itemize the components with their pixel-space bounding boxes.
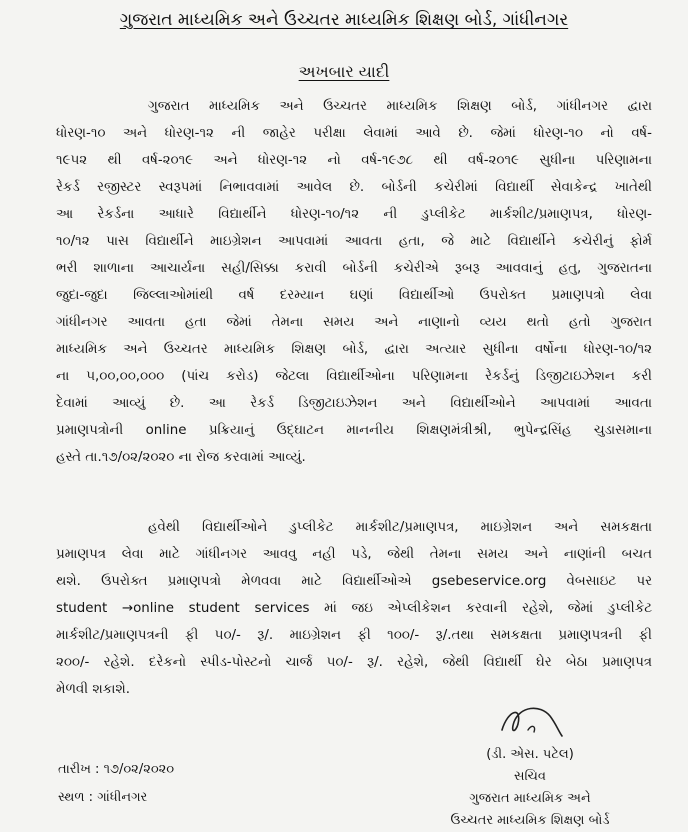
paragraph-line: ગાંધીનગર આવતા હતા જેમાં તેમના સમય અને નાણાનો વ્યય થતો હતો ગુજરાત bbox=[56, 315, 652, 330]
handwritten-signature bbox=[488, 700, 578, 744]
paragraph-line: ૨૦૦/- રહેશે. દરેકનો સ્પીડ-પોસ્ટનો ચાર્જ ૫૦/- રૂ/. રહેશે, જેથી વિદ્યાર્થી ઘેર બેઠા પ્રમાણપત્ર bbox=[56, 655, 652, 670]
press-note-heading: અખબાર યાદી bbox=[298, 62, 390, 81]
paragraph-line: દેવામાં આવ્યું છે. આ રેકર્ડ ડિજીટાઇઝેશન અને વિદ્યાર્થીઓને આપવામાં આવતા bbox=[56, 396, 652, 411]
paragraph-line: આ રેકર્ડના આધારે વિદ્યાર્થીને ધોરણ-૧૦/૧૨ ની ડુપ્લીકેટ માર્કશીટ/પ્રમાણપત્ર, ધોરણ- bbox=[56, 207, 652, 222]
paragraph-line: રેકર્ડ રજીસ્ટર સ્વરૂપમાં નિભાવવામાં આવેલ છે. બોર્ડની કચેરીમાં વિદ્યાર્થી સેવાકેન્દ્ર ખાતેથી bbox=[56, 180, 652, 195]
paragraph-line: જુદા-જુદા જિલ્લાઓમાંથી વર્ષ દરમ્યાન ઘણાં વિદ્યાર્થીઓ ઉપરોક્ત પ્રમાણપત્રો લેવા bbox=[56, 288, 652, 303]
paragraph-line: માર્કશીટ/પ્રમાણપત્રની ફી ૫૦/- રૂ/. માઇગ્રેશન ફી ૧૦૦/- રૂ/.તથા સમકક્ષતા પ્રમાણપત્રની ફી bbox=[56, 628, 652, 643]
signatory-name: (ડી. એસ. પટેલ) bbox=[486, 747, 574, 762]
signatory-designation: સચિવ bbox=[514, 769, 546, 784]
paragraph-line: મેળવી શકાશે. bbox=[56, 682, 130, 697]
board-title: ગુજરાત માધ્યમિક અને ઉચ્ચતર માધ્યમિક શિક્ષણ બોર્ડ, ગાંધીનગર bbox=[119, 10, 569, 30]
paragraph-line: હવેથી વિદ્યાર્થીઓને ડુપ્લીકેટ માર્કશીટ/પ્રમાણપત્ર, માઇગ્રેશન અને સમકક્ષતા bbox=[148, 520, 652, 535]
paragraph-line: ધોરણ-૧૦ અને ધોરણ-૧૨ ની જાહેર પરીક્ષા લેવામાં આવે છે. જેમાં ધોરણ-૧૦ નો વર્ષ- bbox=[56, 126, 652, 141]
signatory-block bbox=[430, 744, 630, 832]
paragraph-line: student →online student services માં જઇ એપ્લીકેશન કરવાની રહેશે, જેમાં ડુપ્લીકેટ bbox=[56, 601, 652, 616]
signatory-org-line-2: ઉચ્ચતર માધ્યમિક શિક્ષણ બોર્ડ bbox=[450, 813, 610, 828]
paragraph-line: ના ૫,૦૦,૦૦,૦૦૦ (પાંચ કરોડ) જેટલા વિદ્યાર્થીઓના પરિણામના રેકર્ડનું ડિજીટાઇઝેશન કરી bbox=[56, 369, 652, 384]
paragraph-line: ગુજરાત માધ્યમિક અને ઉચ્ચતર માધ્યમિક શિક્ષણ બોર્ડ, ગાંધીનગર દ્વારા bbox=[148, 99, 652, 114]
paragraph-line: પ્રમાણપત્ર લેવા માટે ગાંધીનગર આવવુ નહી પડે, જેથી તેમના સમય અને નાણાંની બચત bbox=[56, 547, 652, 562]
issue-date: તારીખ : ૧૭/૦૨/૨૦૨૦ bbox=[58, 762, 175, 777]
paragraph-line: ભરી શાળાના આચાર્યના સહી/સિક્કા કરાવી બોર્ડની કચેરીએ રૂબરૂ આવવાનું હતુ, ગુજરાતના bbox=[56, 261, 652, 276]
paragraph-line: હસ્તે તા.૧૭/૦૨/૨૦૨૦ ના રોજ કરવામાં આવ્યું. bbox=[56, 450, 306, 465]
issue-place: સ્થળ : ગાંધીનગર bbox=[58, 790, 148, 805]
paragraph-line: માધ્યમિક અને ઉચ્ચતર માધ્યમિક શિક્ષણ બોર્ડ, દ્વારા અત્યાર સુધીના વર્ષોના ધોરણ-૧૦/૧૨ bbox=[56, 342, 652, 357]
paragraph-line: ૧૦/૧૨ પાસ વિદ્યાર્થીને માઇગ્રેશન આપવામાં આવતા હતા, જે માટે વિદ્યાર્થીને કચેરીનું ફોર્મ bbox=[56, 234, 652, 249]
signatory-org-line-1: ગુજરાત માધ્યમિક અને bbox=[469, 791, 591, 806]
paragraph-1 bbox=[56, 93, 652, 471]
paragraph-line: પ્રમાણપત્રોની online પ્રક્રિયાનું ઉદ્‌ઘાટન માનનીય શિક્ષણમંત્રીશ્રી, ભુપેન્દ્રસિંહ ચુડાસમાના bbox=[56, 423, 652, 438]
paragraph-line: ૧૯૫૨ થી વર્ષ-૨૦૧૯ અને ધોરણ-૧૨ નો વર્ષ-૧૯૭૮ થી વર્ષ-૨૦૧૯ સુધીના પરિણામના bbox=[56, 153, 652, 168]
paragraph-line: થશે. ઉપરોક્ત પ્રમાણપત્રો મેળવવા માટે વિદ્યાર્થીઓએ gsebeservice.org વેબસાઇટ પર bbox=[56, 574, 652, 589]
paragraph-2 bbox=[56, 514, 652, 703]
